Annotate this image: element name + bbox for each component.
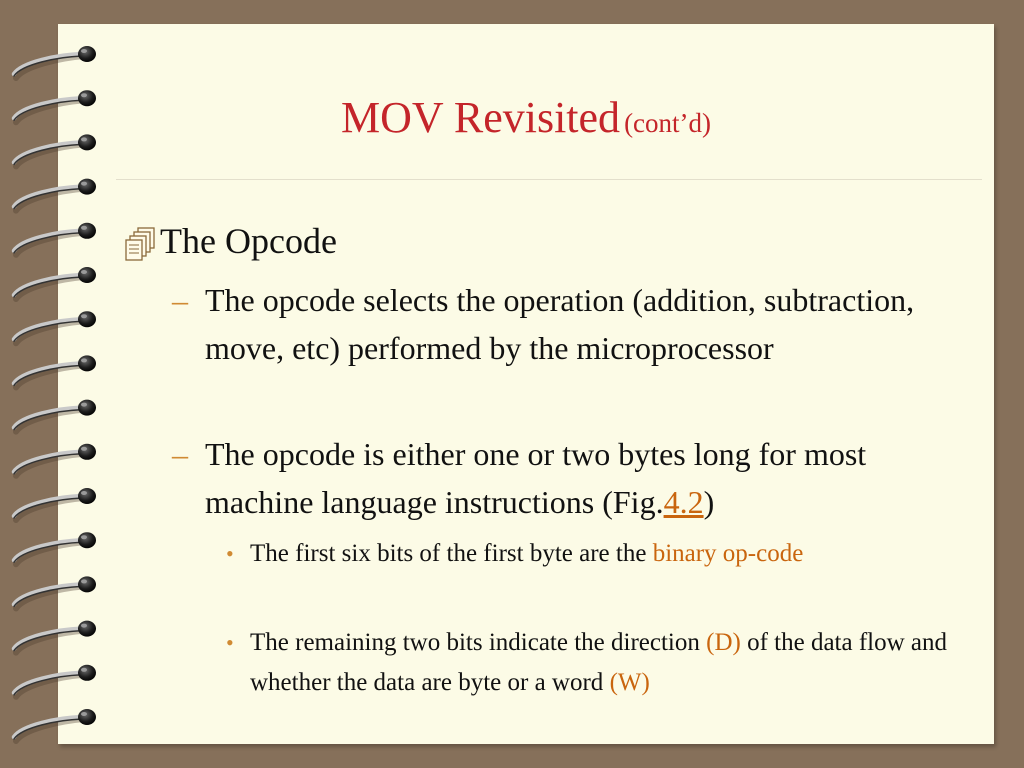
detail-bullet-six-bits (250, 534, 950, 574)
stacked-pages-icon (124, 226, 160, 262)
spiral-ring (14, 444, 96, 476)
binary-opcode-highlight: binary op-code (652, 540, 804, 567)
sub-bullet-opcode-bytes (205, 430, 965, 526)
word-w-highlight: (W) (609, 669, 650, 696)
detail-text-middle: of the data flow and whether the data are byte or a word (250, 629, 948, 696)
sub-bullet-text: The opcode is either one or two bytes long for most machine language instructions (Fig. (205, 436, 867, 520)
slide-title-suffix: (cont’d) (624, 108, 712, 138)
sub-bullet-text-end: ) (703, 484, 715, 520)
spiral-ring (14, 488, 96, 520)
spiral-ring (14, 179, 96, 211)
spiral-ring (14, 576, 96, 608)
detail-text: The first six bits of the first byte are the (250, 540, 653, 567)
spiral-ring (14, 46, 96, 78)
slide-title (58, 92, 994, 143)
spiral-ring (14, 223, 96, 255)
dot-marker: • (226, 541, 234, 566)
spiral-ring (14, 621, 96, 653)
spiral-ring (14, 267, 96, 299)
spiral-ring (14, 665, 96, 697)
spiral-ring (14, 355, 96, 387)
dot-marker: • (226, 630, 234, 655)
detail-text: The remaining two bits indicate the direction (250, 629, 707, 656)
figure-link[interactable]: 4.2 (663, 484, 704, 520)
title-divider (116, 179, 982, 180)
spiral-ring (14, 311, 96, 343)
detail-bullet-two-bits (250, 623, 972, 703)
spiral-ring (14, 400, 96, 432)
spiral-ring (14, 532, 96, 564)
spiral-ring (14, 709, 96, 741)
slide-title-main: MOV Revisited (340, 93, 621, 142)
sub-bullet-opcode-selects: The opcode selects the operation (addition, subtraction, move, etc) performed by the microprocessor (205, 282, 915, 366)
dash-marker: – (172, 282, 188, 318)
bullet-the-opcode: The Opcode (160, 221, 337, 261)
dash-marker: – (172, 436, 188, 472)
direction-d-highlight: (D) (706, 629, 741, 656)
